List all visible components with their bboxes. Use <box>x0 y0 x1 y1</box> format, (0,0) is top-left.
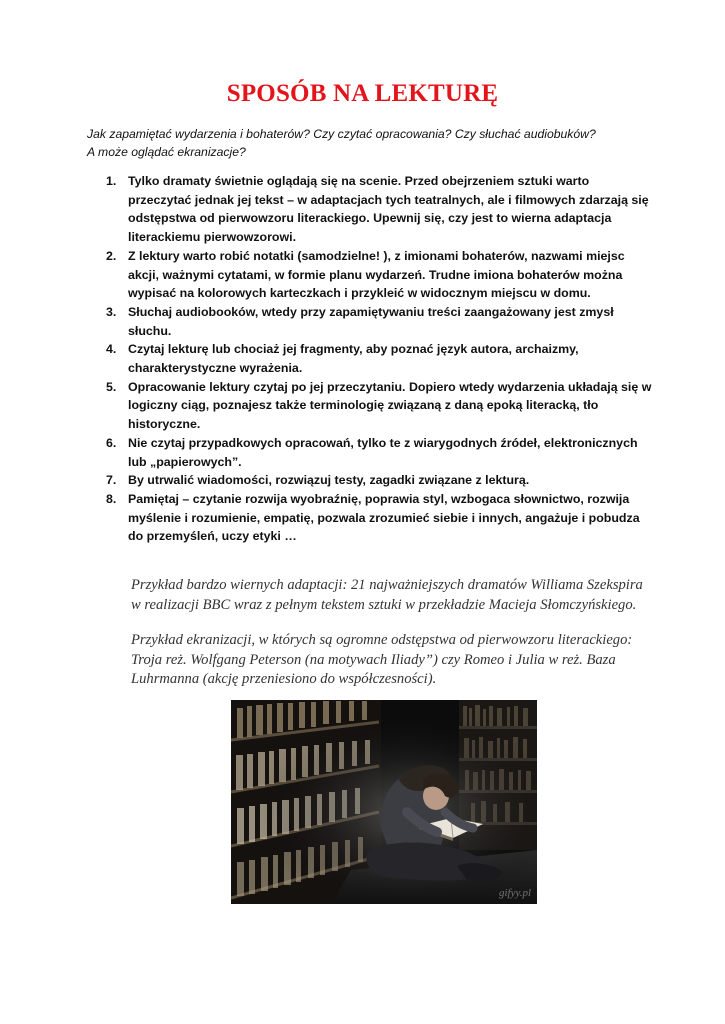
intro-line: Jak zapamiętać wydarzenia i bohaterów? Czy czytać opracowania? Czy słuchać audiobuków? <box>87 127 596 141</box>
item-number: 7. <box>106 473 117 488</box>
list-item <box>88 490 653 546</box>
library-reading-photo <box>231 700 537 904</box>
item-number: 8. <box>106 491 117 506</box>
item-text: Nie czytaj przypadkowych opracowań, tylko te z wiarygodnych źródeł, elektronicznych lub „papierowych”. <box>128 435 638 469</box>
photo-illustration <box>231 700 537 904</box>
photo-watermark: gifyy.pl <box>499 887 532 899</box>
list-item <box>88 434 653 471</box>
item-number: 5. <box>106 379 117 394</box>
page-title: SPOSÓB NA LEKTURĘ <box>226 80 499 107</box>
list-item <box>88 172 653 247</box>
list-item <box>88 471 653 490</box>
item-text: Czytaj lekturę lub chociaż jej fragmenty, aby poznać język autora, archaizmy, charakterystyczne wyrażenia. <box>128 342 579 376</box>
item-text: By utrwalić wiadomości, rozwiązuj testy, zagadki związane z lekturą. <box>128 473 530 488</box>
item-number: 2. <box>106 248 117 263</box>
item-number: 6. <box>106 435 117 450</box>
item-text: Opracowanie lektury czytaj po jej przeczytaniu. Dopiero wtedy wydarzenia układają się w logiczny ciąg, poznajesz także terminologię związaną z daną epoką literacką, tło historyczne. <box>128 379 652 432</box>
list-item <box>88 247 653 303</box>
screen-adaptation-example: Przykład ekranizacji, w których są ogromne odstępstwa od pierwowzoru literackiego: Troja reż. Wolfgang Peterson (na motywach Iliady”) czy Romeo i Julia w reż. Baza Luhrmanna (akcję przeniesiono do współczesności). <box>131 632 633 687</box>
adaptation-example: Przykład bardzo wiernych adaptacji: 21 najważniejszych dramatów Williama Szekspira w realizacji BBC wraz z pełnym tekstem sztuki w przekładzie Macieja Słomczyńskiego. <box>131 577 643 613</box>
item-number: 3. <box>106 304 117 319</box>
item-number: 1. <box>106 174 117 188</box>
tips-list <box>88 172 653 546</box>
list-item <box>88 378 653 434</box>
list-item <box>88 340 653 377</box>
item-text: Tylko dramaty świetnie oglądają się na scenie. Przed obejrzeniem sztuki warto przeczytać jednak jej tekst – w adaptacjach tych teatralnych, ale i filmowych zdarzają się odstępstwa od pierwowzoru literackiego. Upewnij się, czy jest to wierna adaptacja literackiemu pierwowzorowi. <box>128 174 649 245</box>
intro-line: A może oglądać ekranizacje? <box>87 145 246 159</box>
item-text: Słuchaj audiobooków, wtedy przy zapamiętywaniu treści zaangażowany jest zmysł słuchu. <box>128 304 614 338</box>
intro-questions <box>87 125 647 161</box>
item-text: Pamiętaj – czytanie rozwija wyobraźnię, poprawia styl, wzbogaca słownictwo, rozwija myślenie i rozumienie, empatię, pozwala zrozumieć siebie i innych, angażuje i pobudza do przemyśleń, uczy etyki … <box>128 491 640 544</box>
item-number: 4. <box>106 342 117 357</box>
item-text: Z lektury warto robić notatki (samodzielne! ), z imionami bohaterów, nazwami miejsc akcji, ważnymi cytatami, w formie planu wydarzeń. Trudne imiona bohaterów można wypisać na kolorowych karteczkach i przykleić w widocznym miejscu w domu. <box>128 248 625 301</box>
list-item <box>88 303 653 340</box>
